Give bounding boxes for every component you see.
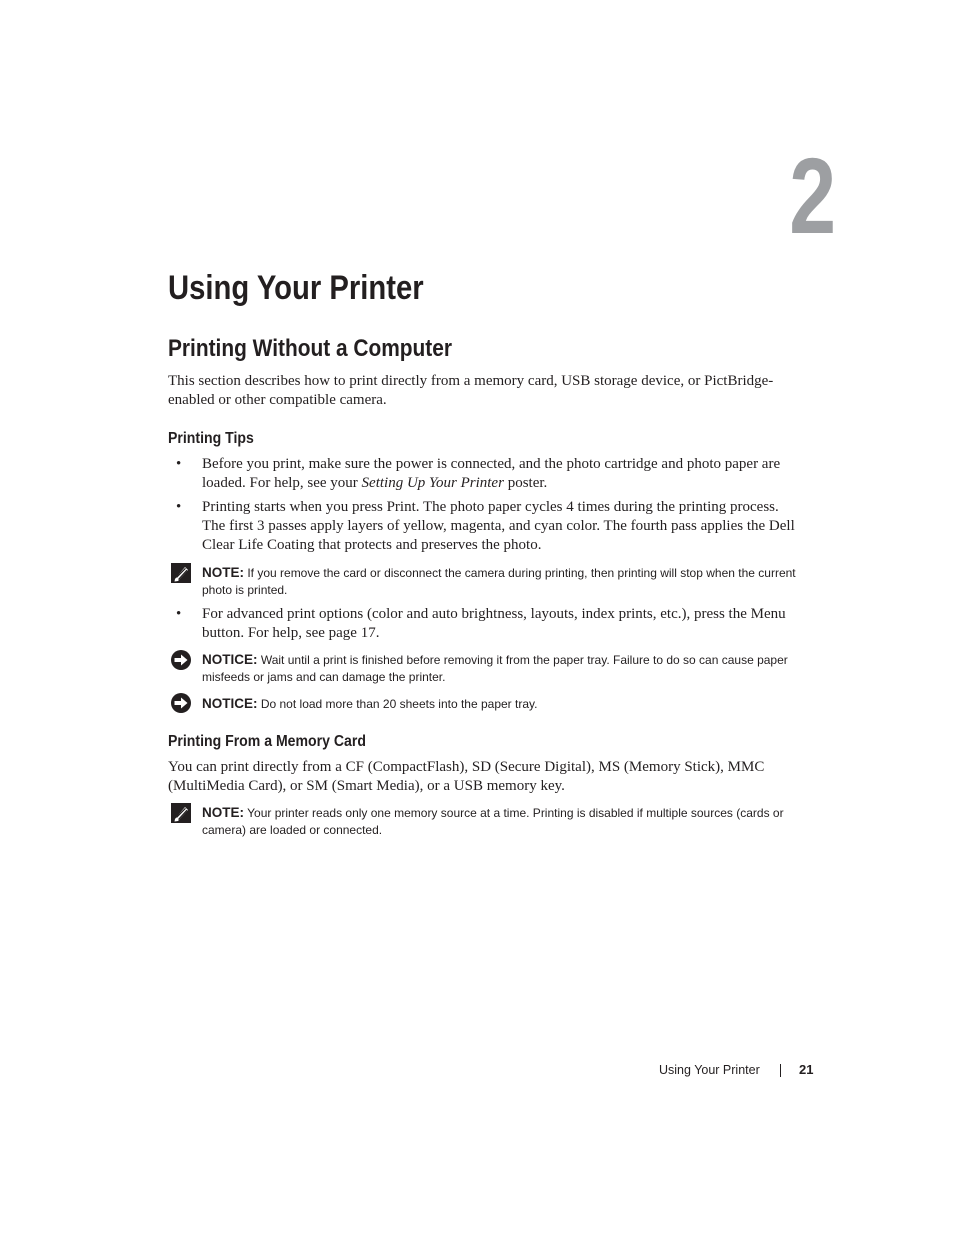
bullet-3-text-start: For advanced print options (color and auto brightness, layouts, index prints, etc.), press the (202, 606, 751, 622)
bullet-2-text-start: Printing starts when you press (202, 499, 387, 515)
note-printing (202, 564, 802, 599)
note-memory-source (202, 804, 802, 839)
footer-page-number: 21 (799, 1062, 814, 1077)
note-label: NOTE: (202, 805, 244, 820)
bullet-marker: • (176, 606, 182, 622)
note-text: Your printer reads only one memory source at a time. Printing is disabled if multiple sources (cards or camera) are loaded or connected. (202, 806, 784, 837)
chapter-title: Using Your Printer (168, 269, 424, 307)
footer-chapter-title: Using Your Printer (659, 1063, 760, 1077)
notice-text: Do not load more than 20 sheets into the paper tray. (257, 697, 538, 711)
note-label: NOTE: (202, 565, 244, 580)
bullet-2-text-end: . The photo paper cycles 4 times during the printing process. The first 3 passes apply layers of yellow, magenta, and cyan color. The fourth pass applies the Dell Clear Life Coating that protects and preserves the photo. (202, 499, 795, 553)
footer-separator (780, 1064, 781, 1077)
bullet-item-1 (202, 455, 802, 493)
menu-keyword: Menu (750, 606, 786, 622)
bullet-marker: • (176, 456, 182, 472)
arrow-notice-icon (170, 692, 192, 714)
notice-label: NOTICE: (202, 652, 258, 667)
memory-card-body: You can print directly from a CF (CompactFlash), SD (Secure Digital), MS (Memory Stick), MMC (MultiMedia Card), or SM (Smart Media), or a USB memory key. (168, 759, 765, 794)
bullet-item-3 (202, 605, 802, 643)
note-text: If you remove the card or disconnect the camera during printing, then printing will stop when the current photo is printed. (202, 566, 796, 597)
notice-sheets (202, 695, 802, 713)
section-intro: This section describes how to print directly from a memory card, USB storage device, or PictBridge-enabled or other compatible camera. (168, 373, 774, 408)
pencil-note-icon (170, 562, 192, 584)
bullet-3-text-end: button. For help, see page 17. (202, 625, 380, 641)
print-keyword: Print (386, 499, 416, 515)
notice-text: Wait until a print is finished before removing it from the paper tray. Failure to do so can cause paper misfeeds or jams and can damage the printer. (202, 653, 788, 684)
chapter-number: 2 (789, 135, 836, 256)
printing-tips-title: Printing Tips (168, 430, 254, 447)
pencil-note-icon (170, 802, 192, 824)
notice-label: NOTICE: (202, 696, 258, 711)
section-title: Printing Without a Computer (168, 335, 452, 362)
arrow-notice-icon (170, 649, 192, 671)
bullet-item-2 (202, 498, 802, 555)
notice-wait (202, 651, 802, 686)
bullet-marker: • (176, 499, 182, 515)
bullet-1-text-start: Before you print, make sure the power is connected, and the photo cartridge and photo paper are loaded. For help, see your (202, 456, 781, 491)
bullet-1-italic: Setting Up Your Printer (361, 475, 504, 491)
memory-card-title: Printing From a Memory Card (168, 733, 366, 750)
bullet-1-text-end: poster. (503, 475, 548, 491)
